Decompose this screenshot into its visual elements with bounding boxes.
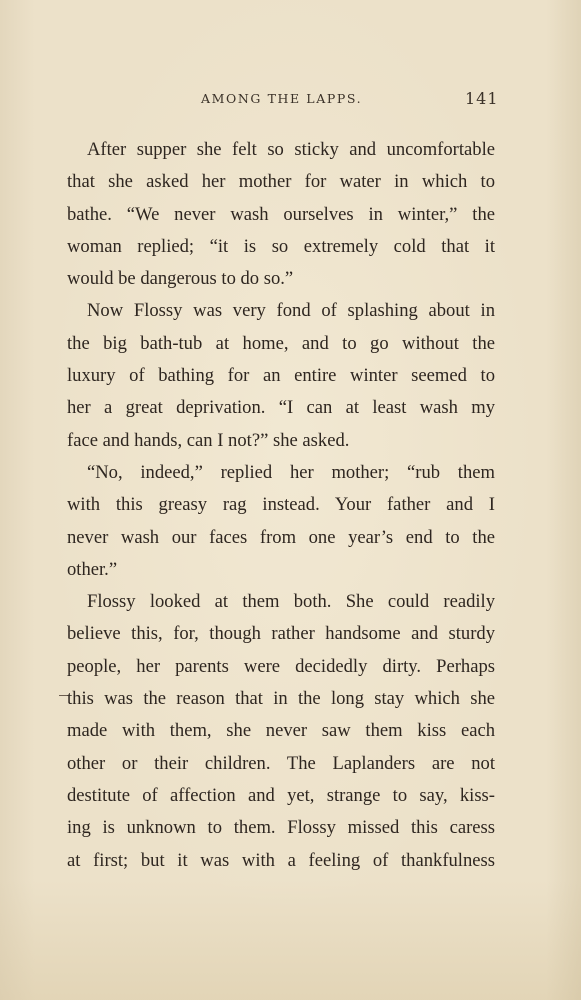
text-line: made with them, she never saw them kiss each bbox=[67, 720, 495, 742]
text-line: bathe. “We never wash ourselves in winter,” the bbox=[67, 203, 495, 225]
text-line: Now Flossy was very fond of splashing about in bbox=[87, 300, 495, 322]
text-line: would be dangerous to do so.” bbox=[67, 268, 294, 290]
text-line: other or their children. The Laplanders are not bbox=[67, 752, 495, 774]
text-line: this was the reason that in the long stay which she bbox=[67, 688, 495, 710]
text-line: that she asked her mother for water in which to bbox=[67, 171, 495, 193]
text-line: her a great deprivation. “I can at least wash my bbox=[67, 397, 495, 419]
page-number: 141 bbox=[465, 89, 499, 108]
text-line: “No, indeed,” replied her mother; “rub them bbox=[87, 461, 495, 483]
text-line: with this greasy rag instead. Your father and I bbox=[67, 494, 495, 516]
text-line: believe this, for, though rather handsome and sturdy bbox=[67, 623, 495, 645]
running-title: AMONG THE LAPPS. bbox=[201, 91, 363, 106]
text-line: other.” bbox=[67, 558, 118, 580]
text-line: destitute of affection and yet, strange to say, kiss- bbox=[67, 784, 495, 806]
text-line: never wash our faces from one year’s end to the bbox=[67, 526, 495, 548]
text-line: luxury of bathing for an entire winter seemed to bbox=[67, 365, 495, 387]
text-line: After supper she felt so sticky and uncomfortable bbox=[87, 139, 495, 160]
text-line: face and hands, can I not?” she asked. bbox=[67, 429, 350, 451]
text-line: at first; but it was with a feeling of thankfulness bbox=[67, 849, 495, 871]
text-line: people, her parents were decidedly dirty. Perhaps bbox=[67, 655, 495, 677]
text-line: ing is unknown to them. Flossy missed this caress bbox=[67, 817, 495, 839]
text-line: woman replied; “it is so extremely cold that it bbox=[67, 235, 495, 257]
running-head bbox=[0, 91, 581, 111]
text-line: the big bath-tub at home, and to go without the bbox=[67, 332, 495, 354]
text-line: Flossy looked at them both. She could readily bbox=[87, 591, 495, 613]
body-text bbox=[67, 134, 495, 877]
